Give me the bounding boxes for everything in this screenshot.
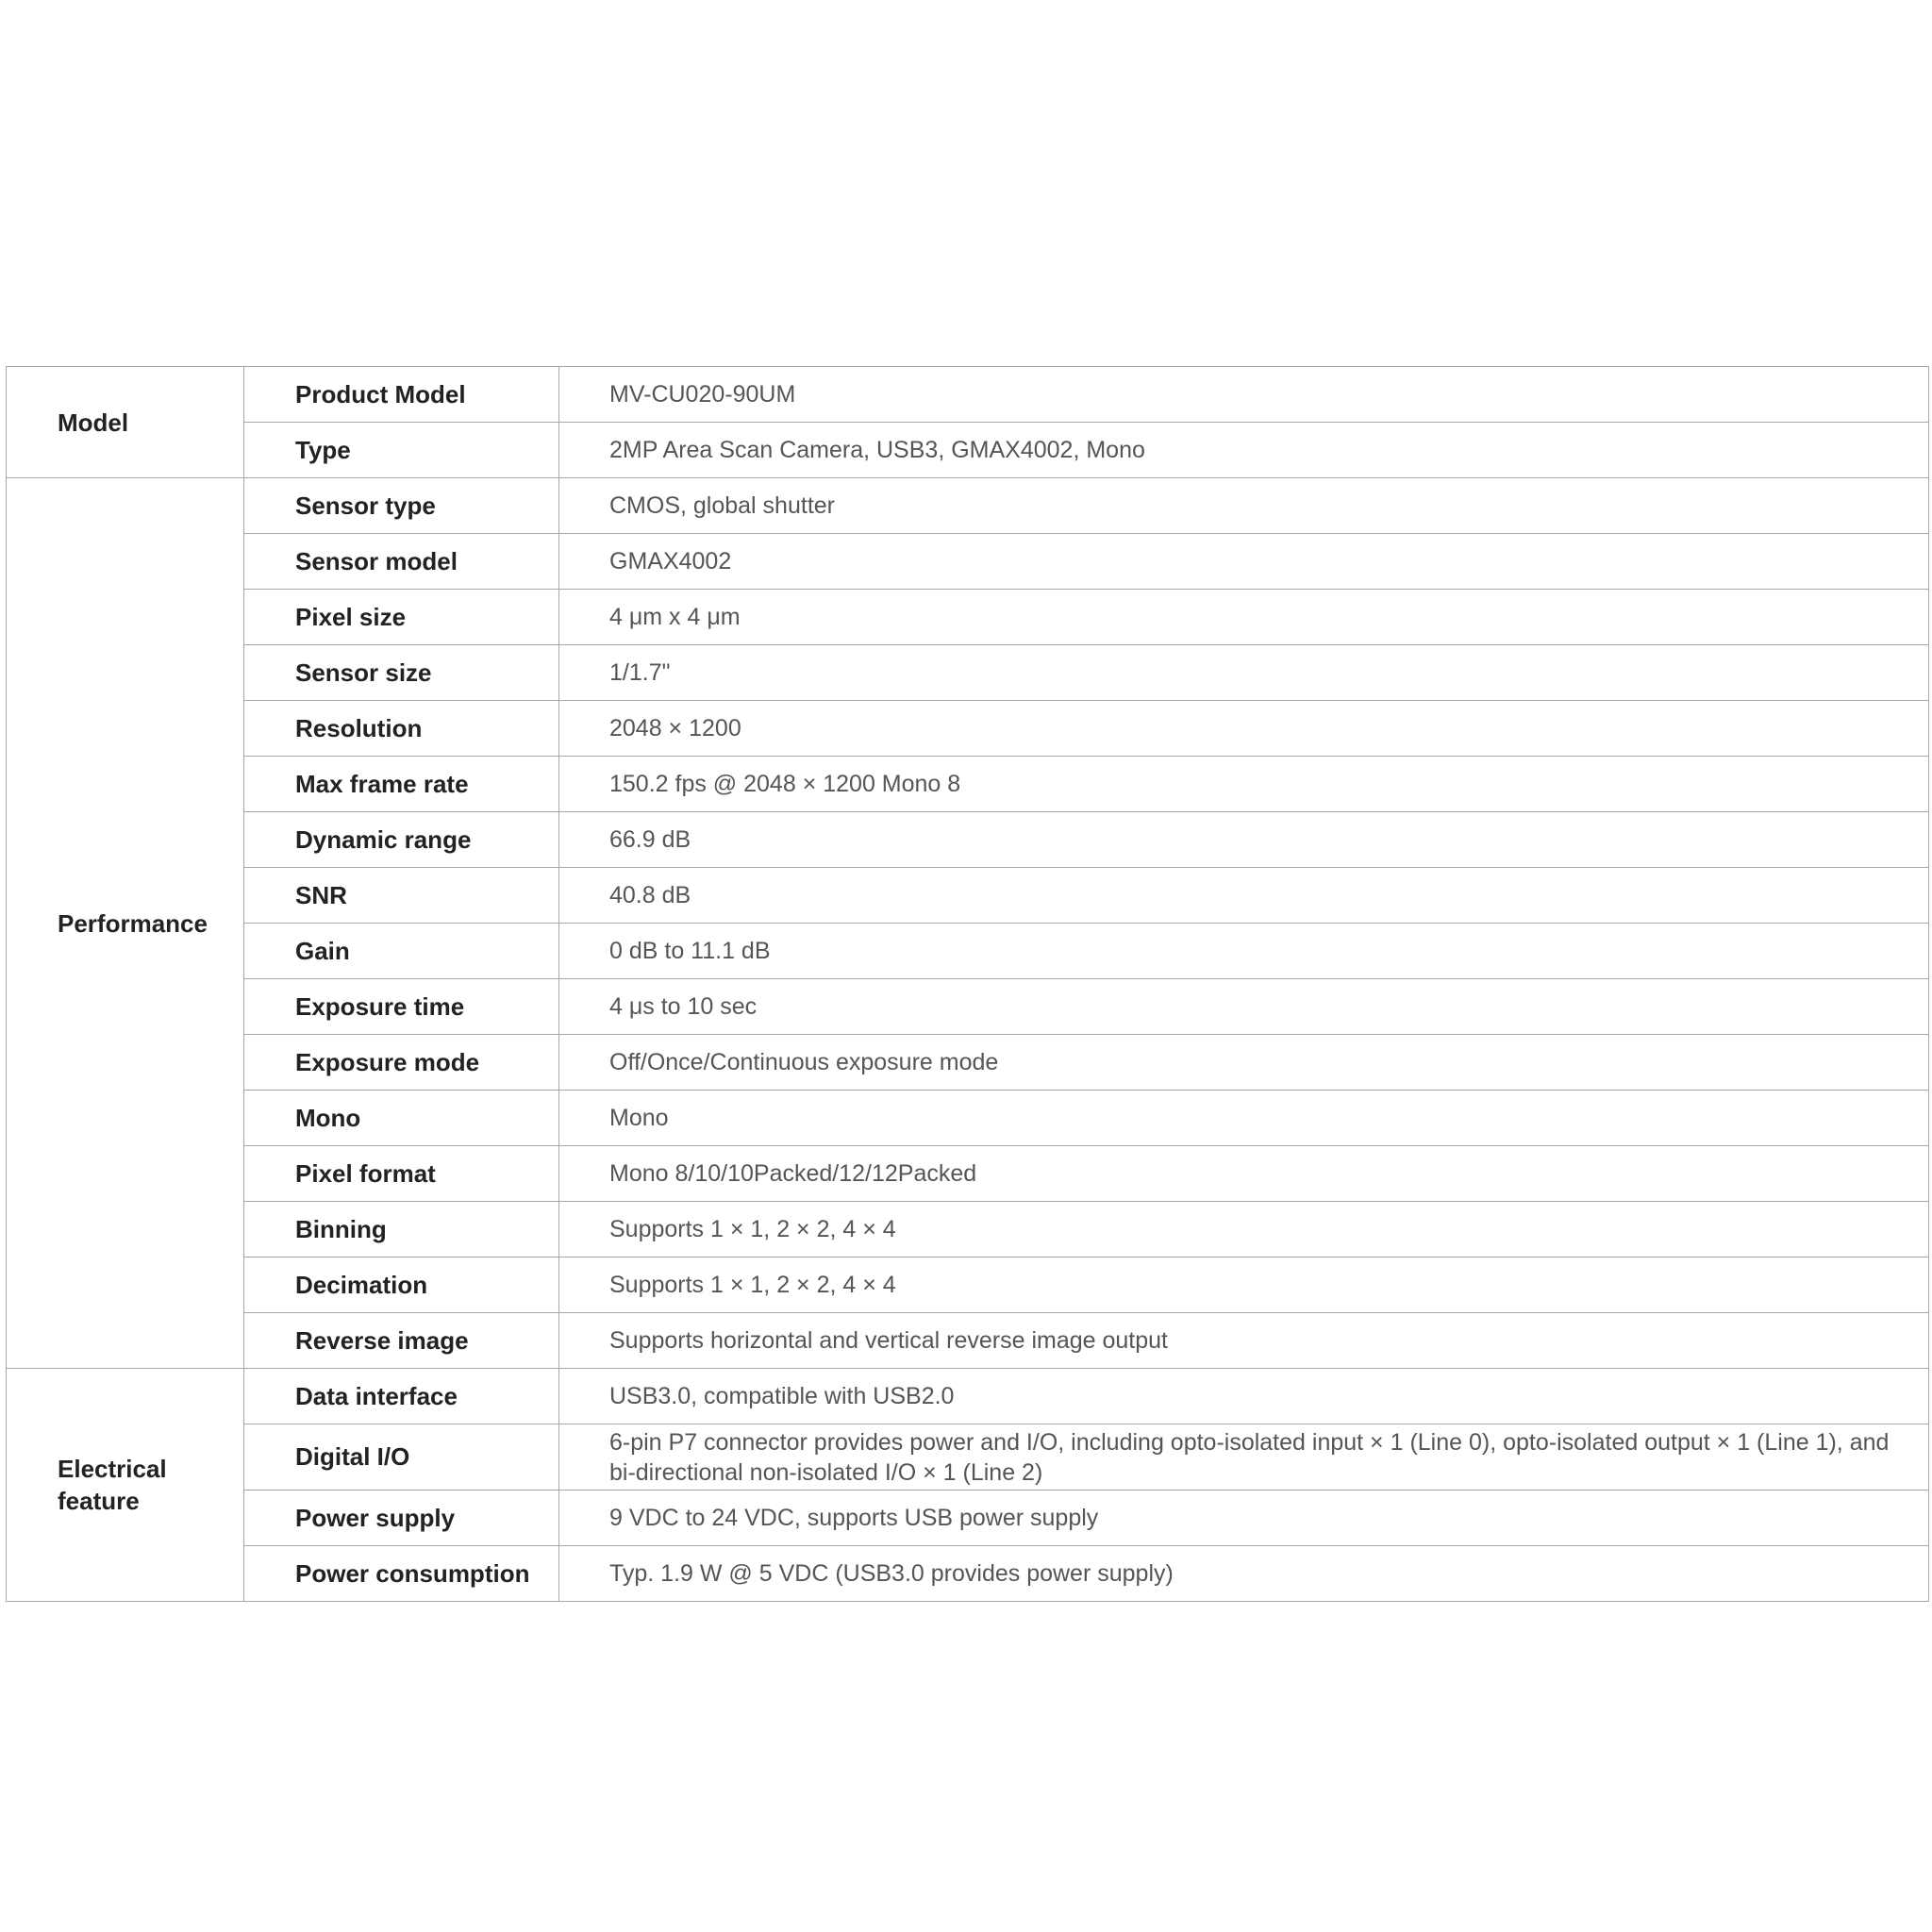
table-row [7, 1424, 1929, 1491]
table-row [7, 757, 1929, 812]
spec-label: Data interface [244, 1369, 559, 1424]
spec-value: 150.2 fps @ 2048 × 1200 Mono 8 [559, 757, 1929, 812]
spec-value: 4 μm x 4 μm [559, 590, 1929, 645]
spec-value: Supports 1 × 1, 2 × 2, 4 × 4 [559, 1257, 1929, 1313]
spec-label: Type [244, 423, 559, 478]
table-row [7, 1546, 1929, 1602]
spec-label: Product Model [244, 367, 559, 423]
spec-label: Reverse image [244, 1313, 559, 1369]
spec-label: SNR [244, 868, 559, 924]
spec-label: Max frame rate [244, 757, 559, 812]
group-label-model: Model [7, 367, 244, 478]
spec-value: 6-pin P7 connector provides power and I/O, including opto-isolated input × 1 (Line 0), opto-isolated output × 1 (Line 1), and bi-directional non-isolated I/O × 1 (Line 2) [559, 1424, 1929, 1491]
spec-value: 2048 × 1200 [559, 701, 1929, 757]
table-row [7, 1202, 1929, 1257]
table-row [7, 367, 1929, 423]
spec-value: 40.8 dB [559, 868, 1929, 924]
spec-label: Sensor model [244, 534, 559, 590]
table-row [7, 1369, 1929, 1424]
spec-value: 0 dB to 11.1 dB [559, 924, 1929, 979]
spec-value: Typ. 1.9 W @ 5 VDC (USB3.0 provides power supply) [559, 1546, 1929, 1602]
table-row [7, 423, 1929, 478]
spec-label: Binning [244, 1202, 559, 1257]
spec-label: Power consumption [244, 1546, 559, 1602]
spec-value: 66.9 dB [559, 812, 1929, 868]
spec-label: Gain [244, 924, 559, 979]
table-row [7, 1491, 1929, 1546]
table-row [7, 924, 1929, 979]
spec-label: Sensor size [244, 645, 559, 701]
spec-label: Dynamic range [244, 812, 559, 868]
table-row [7, 1257, 1929, 1313]
spec-label: Resolution [244, 701, 559, 757]
spec-table-body [7, 367, 1929, 1602]
table-row [7, 1313, 1929, 1369]
spec-value: 9 VDC to 24 VDC, supports USB power supply [559, 1491, 1929, 1546]
table-row [7, 534, 1929, 590]
spec-label: Exposure time [244, 979, 559, 1035]
table-row [7, 1091, 1929, 1146]
table-row [7, 478, 1929, 534]
spec-label: Digital I/O [244, 1424, 559, 1491]
spec-value: Off/Once/Continuous exposure mode [559, 1035, 1929, 1091]
spec-value: 4 μs to 10 sec [559, 979, 1929, 1035]
table-row [7, 701, 1929, 757]
table-row [7, 590, 1929, 645]
spec-value: Supports 1 × 1, 2 × 2, 4 × 4 [559, 1202, 1929, 1257]
group-label-performance: Performance [7, 478, 244, 1369]
spec-value: 1/1.7" [559, 645, 1929, 701]
spec-value: CMOS, global shutter [559, 478, 1929, 534]
spec-value: 2MP Area Scan Camera, USB3, GMAX4002, Mono [559, 423, 1929, 478]
spec-table [6, 366, 1929, 1602]
spec-value: MV-CU020-90UM [559, 367, 1929, 423]
spec-label: Mono [244, 1091, 559, 1146]
spec-value: Mono [559, 1091, 1929, 1146]
spec-label: Pixel size [244, 590, 559, 645]
spec-value: USB3.0, compatible with USB2.0 [559, 1369, 1929, 1424]
spec-label: Power supply [244, 1491, 559, 1546]
group-label-electrical-feature: Electrical feature [7, 1369, 244, 1602]
table-row [7, 812, 1929, 868]
spec-value: Mono 8/10/10Packed/12/12Packed [559, 1146, 1929, 1202]
spec-label: Decimation [244, 1257, 559, 1313]
table-row [7, 1035, 1929, 1091]
spec-label: Exposure mode [244, 1035, 559, 1091]
table-row [7, 1146, 1929, 1202]
table-row [7, 868, 1929, 924]
table-row [7, 645, 1929, 701]
spec-label: Sensor type [244, 478, 559, 534]
table-row [7, 979, 1929, 1035]
spec-value: GMAX4002 [559, 534, 1929, 590]
spec-value: Supports horizontal and vertical reverse image output [559, 1313, 1929, 1369]
spec-label: Pixel format [244, 1146, 559, 1202]
